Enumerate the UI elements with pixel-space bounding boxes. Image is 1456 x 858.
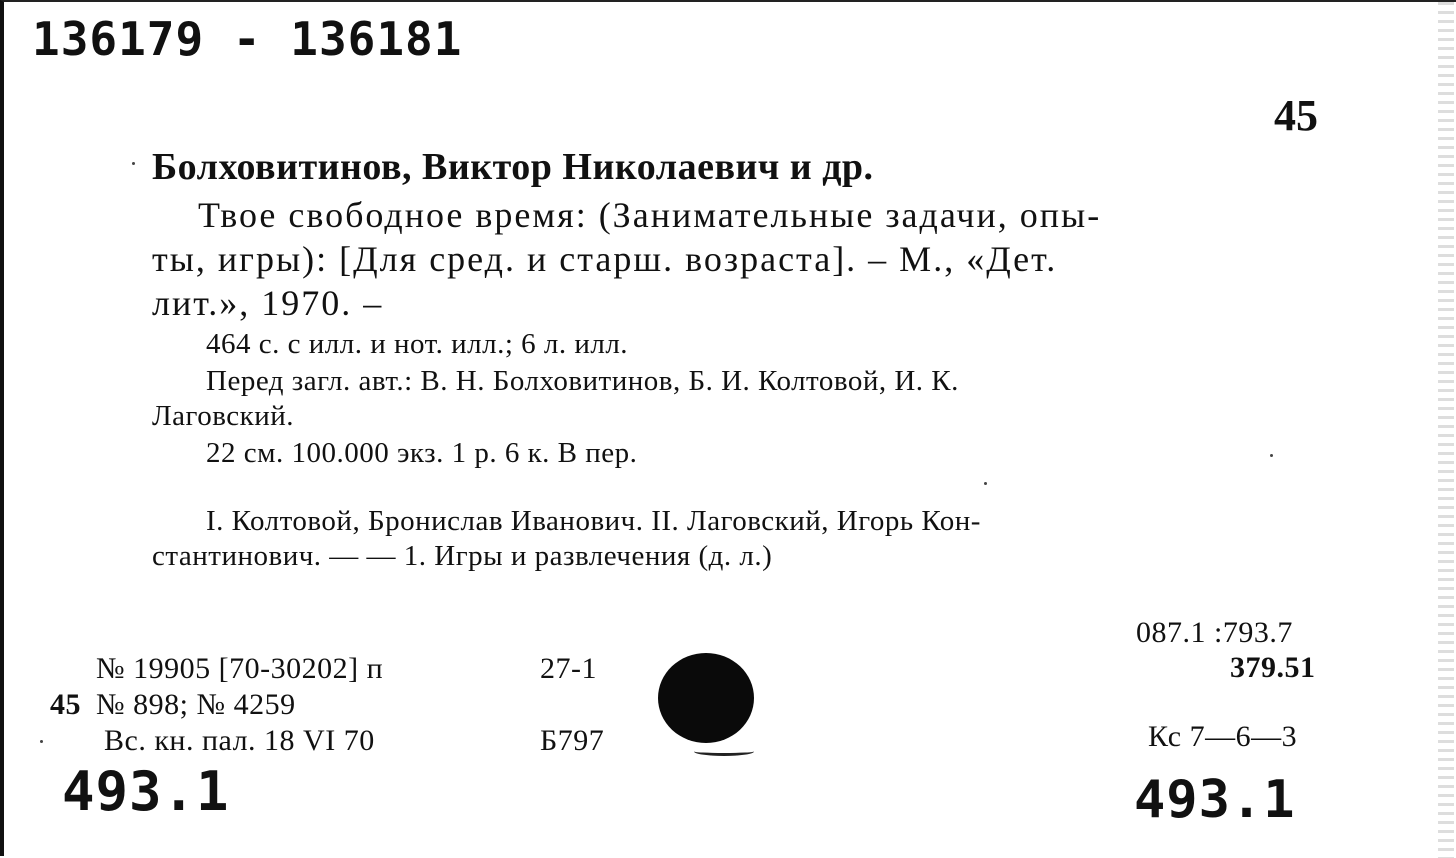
punch-hole-shadow — [694, 747, 754, 756]
title-line-2: ты, игры): [Для сред. и старш. возраста]. – М., «Дет. — [152, 239, 1058, 279]
code-27-1: 27-1 — [540, 652, 597, 685]
title-line-3: лит.», 1970. – — [152, 283, 384, 323]
tracings-line-2: стантинович. — — 1. Игры и развлечения (д. л.) — [152, 540, 773, 572]
card-edge-shading — [1438, 2, 1454, 858]
registration-line-1: № 19905 [70-30202] п — [96, 652, 384, 685]
registration-prefix: 45 — [50, 688, 81, 721]
registration-line-2: № 898; № 4259 — [96, 688, 296, 721]
physical-description: 464 с. с илл. и нот. илл.; 6 л. илл. — [206, 328, 629, 360]
title-line-1: Твое свободное время: (Занимательные задачи, опы- — [198, 195, 1102, 235]
speck — [132, 162, 135, 165]
size-price-line: 22 см. 100.000 экз. 1 р. 6 к. В пер. — [206, 437, 638, 469]
punch-hole — [658, 653, 754, 743]
speck — [984, 482, 987, 485]
note-line-2: Лаговский. — [152, 400, 294, 432]
handwritten-range: 136179 - 136181 — [32, 12, 463, 66]
bbk-code: 379.51 — [1230, 651, 1316, 684]
speck — [40, 740, 43, 743]
code-b797: Б797 — [540, 724, 605, 757]
card-number: 45 — [1274, 91, 1318, 140]
tracings-line-1: I. Колтовой, Бронислав Иванович. II. Лаговский, Игорь Кон- — [206, 505, 981, 537]
note-line-1: Перед загл. авт.: В. Н. Болховитинов, Б. И. Колтовой, И. К. — [206, 365, 959, 397]
kc-code: Кс 7—6—3 — [1148, 720, 1298, 753]
speck — [1270, 454, 1273, 457]
handwritten-class-right: 493.1 — [1134, 770, 1296, 830]
registration-line-3: Вс. кн. пал. 18 VI 70 — [104, 724, 375, 757]
author-heading: Болховитинов, Виктор Николаевич и др. — [152, 146, 874, 188]
udc-code: 087.1 :793.7 — [1136, 616, 1293, 649]
handwritten-class-left: 493.1 — [62, 760, 230, 823]
